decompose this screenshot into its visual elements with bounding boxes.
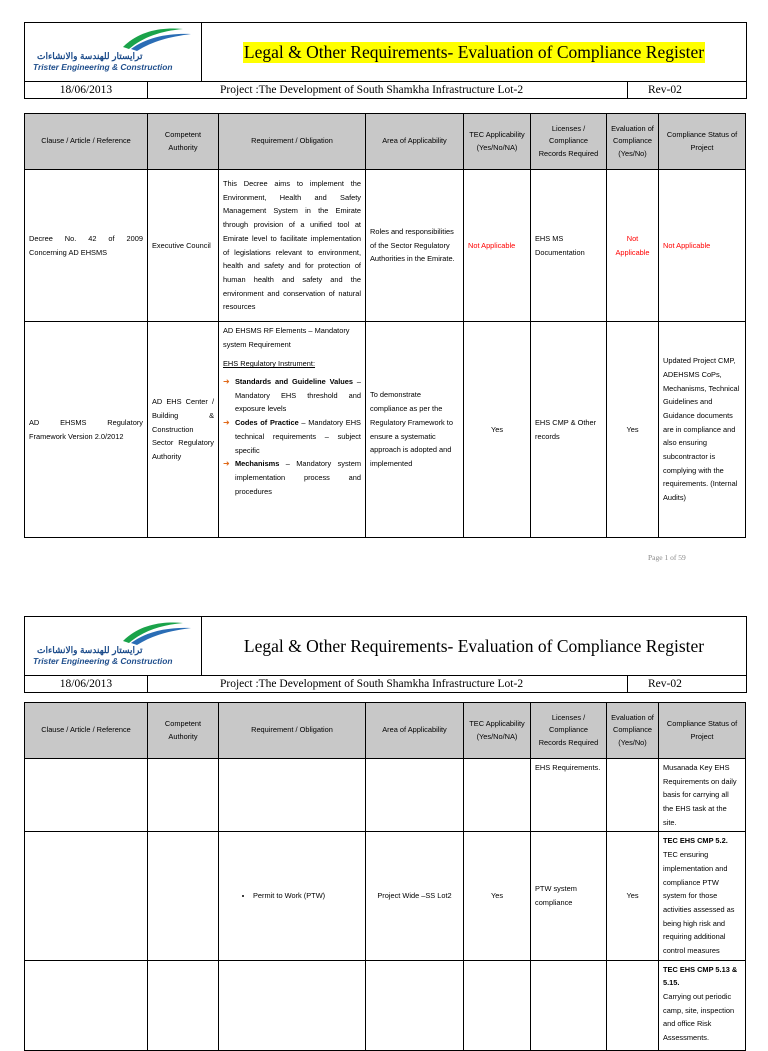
table-header-row (25, 703, 746, 759)
document-date: 18/06/2013 (25, 82, 148, 98)
requirement-cell (219, 832, 366, 960)
clause-cell (25, 832, 148, 960)
register-title: Legal & Other Requirements- Evaluation of Compliance Register (243, 635, 705, 656)
status-cell: Not Applicable (659, 170, 746, 322)
column-header: Compliance Status of Project (659, 114, 746, 170)
requirement-list (223, 375, 361, 498)
requirement-cell (219, 759, 366, 832)
licenses-cell (531, 960, 607, 1050)
column-header: Evaluation of Compliance (Yes/No) (607, 114, 659, 170)
authority-cell (148, 759, 219, 832)
document-page-2 (0, 594, 768, 1043)
arrow-bullet-icon: ➜ (223, 459, 230, 469)
licenses-cell: EHS CMP & Other records (531, 322, 607, 538)
area-cell: To demonstrate compliance as per the Regulatory Framework to ensure a systematic approach is adopted and implemented (366, 322, 464, 538)
company-name-arabic: ترايستار للهندسة والانشاءات (37, 51, 143, 61)
list-item: ➜ Standards and Guideline Values – Mandatory EHS threshold and exposure levels (223, 377, 361, 414)
status-reference: TEC EHS CMP 5.13 & 5.15. (663, 964, 738, 988)
table-row (25, 170, 746, 322)
area-cell (366, 960, 464, 1050)
company-name-english: Trister Engineering & Construction (33, 656, 173, 666)
requirement-heading: EHS Regulatory Instrument: (223, 359, 316, 369)
table-row (25, 759, 746, 832)
column-header: TEC Applicability (Yes/No/NA) (464, 703, 531, 759)
column-header: Clause / Article / Reference (25, 114, 148, 170)
compliance-table (24, 702, 746, 1051)
column-header: Area of Applicability (366, 114, 464, 170)
authority-cell (148, 960, 219, 1050)
status-reference: TEC EHS CMP 5.2. (663, 836, 728, 846)
project-name: Project :The Development of South Shamkha Infrastructure Lot-2 (148, 676, 628, 692)
evaluation-cell: Yes (607, 832, 659, 960)
evaluation-cell: Not Applicable (607, 170, 659, 322)
clause-cell: AD EHSMS Regulatory Framework Version 2.0/2012 (25, 322, 148, 538)
status-cell (659, 960, 746, 1050)
column-header: Area of Applicability (366, 703, 464, 759)
tec-applicability-cell: Yes (464, 832, 531, 960)
compliance-table (24, 113, 746, 538)
document-date: 18/06/2013 (25, 676, 148, 692)
revision-number: Rev-02 (648, 84, 682, 96)
column-header: Compliance Status of Project (659, 703, 746, 759)
register-header (24, 22, 747, 99)
project-name: Project :The Development of South Shamkha Infrastructure Lot-2 (148, 82, 628, 98)
requirement-list (223, 889, 361, 903)
company-name-arabic: ترايستار للهندسة والانشاءات (37, 645, 143, 655)
status-cell: Updated Project CMP, ADEHSMS CoPs, Mechanisms, Technical Guidelines and Guidance documents are in compliance and also ensuring subcontractor is complying with the requirements. (Internal Audits) (659, 322, 746, 538)
column-header: TEC Applicability (Yes/No/NA) (464, 114, 531, 170)
table-header-row (25, 114, 746, 170)
list-item: ➜ Codes of Practice – Mandatory EHS technical requirements – subject specific (223, 418, 361, 455)
area-cell (366, 759, 464, 832)
evaluation-cell (607, 960, 659, 1050)
tec-applicability-cell: Not Applicable (464, 170, 531, 322)
table-row (25, 832, 746, 960)
column-header: Requirement / Obligation (219, 114, 366, 170)
licenses-cell: EHS MS Documentation (531, 170, 607, 322)
company-name-english: Trister Engineering & Construction (33, 62, 173, 72)
licenses-cell: EHS Requirements. (531, 759, 607, 832)
status-cell (659, 832, 746, 960)
column-header: Licenses / Compliance Records Required (531, 114, 607, 170)
authority-cell: AD EHS Center / Building & Construction Sector Regulatory Authority (148, 322, 219, 538)
swoosh-icon (31, 619, 195, 647)
arrow-bullet-icon: ➜ (223, 377, 230, 387)
column-header: Clause / Article / Reference (25, 703, 148, 759)
tec-applicability-cell (464, 759, 531, 832)
column-header: Evaluation of Compliance (Yes/No) (607, 703, 659, 759)
list-item: ➜ Mechanisms – Mandatory system implementation process and procedures (223, 459, 361, 496)
area-cell: Roles and responsibilities of the Sector Regulatory Authorities in the Emirate. (366, 170, 464, 322)
table-row (25, 960, 746, 1050)
requirement-cell: This Decree aims to implement the Environment, Health and Safety Management System in the Emirate through provision of a unified tool at Emirate level to facilitate implementation of legislations relevant to environment, health and safety and for protection of human health and safety and the environment and conservation of natural resources (219, 170, 366, 322)
evaluation-cell (607, 759, 659, 832)
clause-cell: Decree No. 42 of 2009 Concerning AD EHSMS (25, 170, 148, 322)
column-header: Competent Authority (148, 114, 219, 170)
requirement-intro: AD EHSMS RF Elements – Mandatory system Requirement (223, 326, 350, 349)
table-row (25, 322, 746, 538)
authority-cell: Executive Council (148, 170, 219, 322)
column-header: Licenses / Compliance Records Required (531, 703, 607, 759)
area-cell: Project Wide –SS Lot2 (366, 832, 464, 960)
register-title: Legal & Other Requirements- Evaluation of Compliance Register (243, 41, 705, 62)
status-cell: Musanada Key EHS Requirements on daily basis for carrying all the EHS task at the site. (659, 759, 746, 832)
tec-applicability-cell (464, 960, 531, 1050)
swoosh-icon (31, 25, 195, 53)
requirement-cell (219, 960, 366, 1050)
register-header (24, 616, 747, 693)
company-logo (25, 23, 202, 81)
authority-cell (148, 832, 219, 960)
status-text: Carrying out periodic camp, site, inspection and office Risk Assessments. (663, 992, 735, 1043)
company-logo (25, 617, 202, 675)
clause-cell (25, 960, 148, 1050)
licenses-cell: PTW system compliance (531, 832, 607, 960)
evaluation-cell: Yes (607, 322, 659, 538)
tec-applicability-cell: Yes (464, 322, 531, 538)
clause-cell (25, 759, 148, 832)
revision-number: Rev-02 (648, 678, 682, 690)
page-number: Page 1 of 59 (648, 553, 686, 562)
column-header: Competent Authority (148, 703, 219, 759)
list-item: • Permit to Work (PTW) (253, 889, 361, 903)
requirement-cell (219, 322, 366, 538)
status-text: TEC ensuring implementation and compliance PTW system for those activities assessed as being high risk and requiring additional control measures (663, 850, 735, 955)
arrow-bullet-icon: ➜ (223, 418, 230, 428)
column-header: Requirement / Obligation (219, 703, 366, 759)
